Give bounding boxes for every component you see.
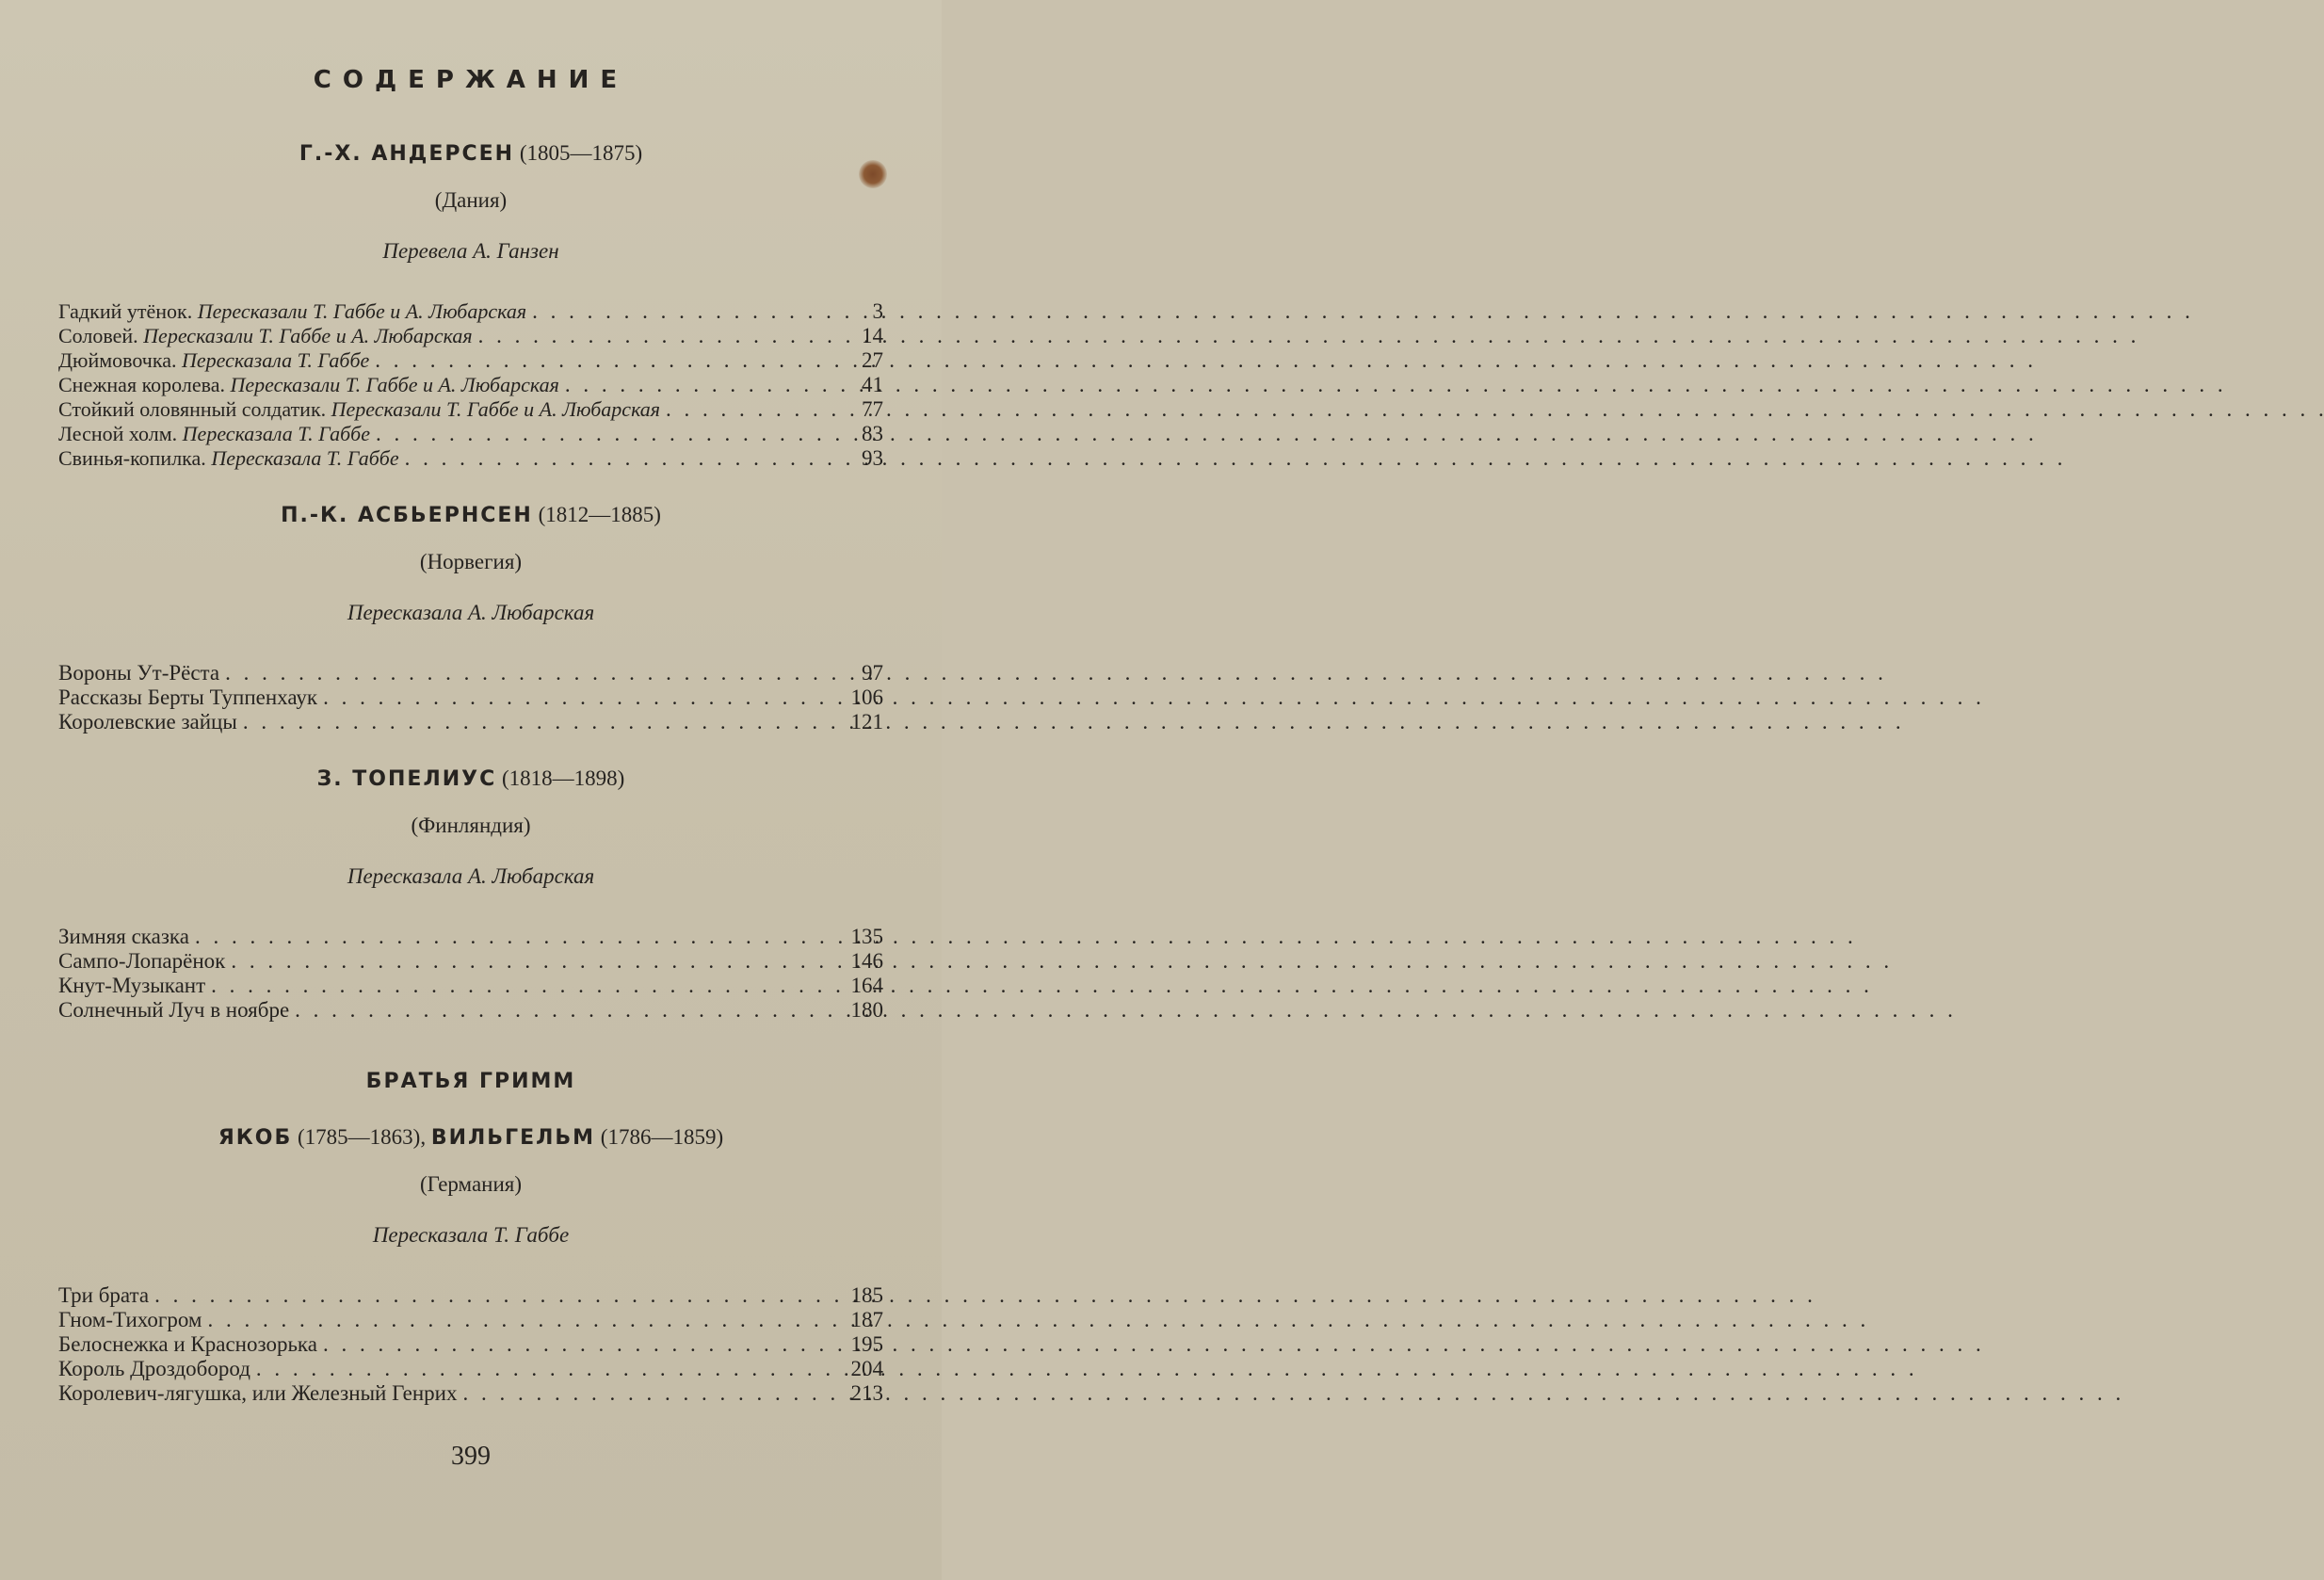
author-name: З. ТОПЕЛИУС <box>316 767 497 791</box>
section-topelius <box>58 766 883 1023</box>
toc-entry <box>58 348 883 373</box>
author-country: (Германия) <box>419 1172 523 1196</box>
toc-entry <box>58 661 883 685</box>
leader-dots <box>370 422 846 446</box>
author-years: (1785—1863), <box>298 1125 427 1149</box>
toc-entry <box>58 1308 883 1332</box>
leader-dots <box>250 1357 846 1381</box>
entry-page: 187 <box>850 1308 883 1331</box>
toc-entry <box>58 1381 883 1406</box>
entry-page: 41 <box>862 373 883 396</box>
entry-title: Король Дроздобород <box>58 1357 250 1380</box>
entry-note: Пересказали Т. Габбе и А. Любарская <box>143 324 473 347</box>
author-heading <box>58 1125 883 1150</box>
page-number: 399 <box>451 1442 491 1471</box>
translator-credit: Пересказала Т. Габбе <box>372 1223 570 1247</box>
book-page <box>0 0 942 1580</box>
entry-title: Солнечный Луч в ноябре <box>58 998 290 1022</box>
toc-entry <box>58 324 883 348</box>
entry-page: 77 <box>862 397 883 421</box>
toc-entry <box>58 685 883 710</box>
entry-title: Белоснежка и Краснозорька <box>58 1332 317 1356</box>
toc-entry <box>58 949 883 974</box>
section-andersen <box>58 141 883 471</box>
leader-dots <box>526 299 846 324</box>
author-years: (1818—1898) <box>502 766 625 790</box>
entry-page: 93 <box>862 446 883 470</box>
section-asbjornsen <box>58 503 883 734</box>
leader-dots <box>317 1332 846 1357</box>
entry-title: Дюймовочка. <box>58 348 177 372</box>
entry-note: Пересказали Т. Габбе и А. Любарская <box>230 373 559 396</box>
entry-title: Гадкий утёнок. <box>58 299 193 323</box>
section-grimm <box>58 1070 883 1406</box>
author-country: (Финляндия) <box>411 814 531 837</box>
author-country: (Дания) <box>434 188 508 212</box>
leader-dots <box>149 1283 846 1308</box>
toc-list <box>58 925 883 1023</box>
leader-dots <box>202 1308 846 1332</box>
author-heading <box>58 766 883 791</box>
entry-title: Кнут-Музыкант <box>58 974 206 997</box>
toc-entry <box>58 925 883 949</box>
leader-dots <box>237 710 846 734</box>
entry-page: 97 <box>862 661 883 685</box>
entry-note: Пересказала Т. Габбе <box>211 446 399 470</box>
leader-dots <box>473 324 846 348</box>
toc-entry <box>58 1357 883 1381</box>
leader-dots <box>399 446 846 471</box>
entry-title: Гном-Тихогром <box>58 1308 202 1331</box>
leader-dots <box>559 373 846 397</box>
toc-entry <box>58 1283 883 1308</box>
toc-entry <box>58 446 883 471</box>
author-years: (1812—1885) <box>538 503 661 526</box>
entry-page: 164 <box>850 974 883 997</box>
page-title: СОДЕРЖАНИЕ <box>313 66 629 94</box>
entry-title: Лесной холм. <box>58 422 178 445</box>
entry-title: Свинья-копилка. <box>58 446 206 470</box>
author-heading <box>58 503 883 527</box>
toc-entry <box>58 397 883 422</box>
author-name: Г.-Х. АНДЕРСЕН <box>299 142 515 166</box>
leader-dots <box>225 949 846 974</box>
entry-page: 195 <box>850 1332 883 1356</box>
entry-note: Пересказали Т. Габбе и А. Любарская <box>331 397 661 421</box>
entry-note: Пересказали Т. Габбе и А. Любарская <box>197 299 527 323</box>
entry-page: 185 <box>850 1283 883 1307</box>
entry-page: 135 <box>850 925 883 948</box>
translator-credit: Пересказала А. Любарская <box>347 864 595 888</box>
author-years: (1786—1859) <box>600 1125 724 1149</box>
entry-page: 106 <box>850 685 883 709</box>
toc-list <box>58 299 883 471</box>
entry-title: Снежная королева. <box>58 373 225 396</box>
toc-entry <box>58 710 883 734</box>
entry-page: 3 <box>872 299 883 323</box>
toc-entry <box>58 299 883 324</box>
author-name: ВИЛЬГЕЛЬМ <box>430 1126 596 1150</box>
entry-title: Рассказы Берты Туппенхаук <box>58 685 318 709</box>
entry-page: 180 <box>850 998 883 1022</box>
leader-dots <box>660 397 846 422</box>
author-heading <box>58 141 883 166</box>
entry-title: Три брата <box>58 1283 150 1307</box>
leader-dots <box>189 925 846 949</box>
entry-note: Пересказала Т. Габбе <box>182 348 370 372</box>
entry-page: 27 <box>862 348 883 372</box>
entry-title: Вороны Ут-Рёста <box>58 661 220 685</box>
leader-dots <box>317 685 846 710</box>
entry-title: Стойкий оловянный солдатик. <box>58 397 327 421</box>
toc-list <box>58 661 883 734</box>
entry-page: 213 <box>850 1381 883 1405</box>
entry-page: 204 <box>850 1357 883 1380</box>
paper-stain <box>859 160 887 188</box>
entry-page: 83 <box>862 422 883 445</box>
entry-page: 146 <box>850 949 883 973</box>
entry-title: Соловей. <box>58 324 138 347</box>
author-country: (Норвегия) <box>419 550 523 573</box>
translator-credit: Пересказала А. Любарская <box>347 601 595 624</box>
entry-title: Королевич-лягушка, или Железный Генрих <box>58 1381 458 1405</box>
entry-title: Сампо-Лопарёнок <box>58 949 226 973</box>
author-name: П.-К. АСБЬЕРНСЕН <box>281 504 533 527</box>
leader-dots <box>219 661 846 685</box>
toc-entry <box>58 1332 883 1357</box>
translator-credit: Перевела А. Ганзен <box>382 239 559 263</box>
entry-page: 121 <box>850 710 883 734</box>
entry-note: Пересказала Т. Габбе <box>182 422 370 445</box>
leader-dots <box>457 1381 846 1406</box>
author-name: ЯКОБ <box>218 1126 293 1150</box>
toc-entry <box>58 974 883 998</box>
leader-dots <box>205 974 846 998</box>
author-years: (1805—1875) <box>519 141 643 165</box>
toc-entry <box>58 998 883 1023</box>
toc-entry <box>58 422 883 446</box>
toc-entry <box>58 373 883 397</box>
leader-dots <box>369 348 846 373</box>
toc-list <box>58 1283 883 1406</box>
entry-title: Зимняя сказка <box>58 925 189 948</box>
entry-page: 14 <box>862 324 883 347</box>
entry-title: Королевские зайцы <box>58 710 237 734</box>
grimm-heading: БРАТЬЯ ГРИММ <box>365 1070 576 1093</box>
leader-dots <box>289 998 846 1023</box>
